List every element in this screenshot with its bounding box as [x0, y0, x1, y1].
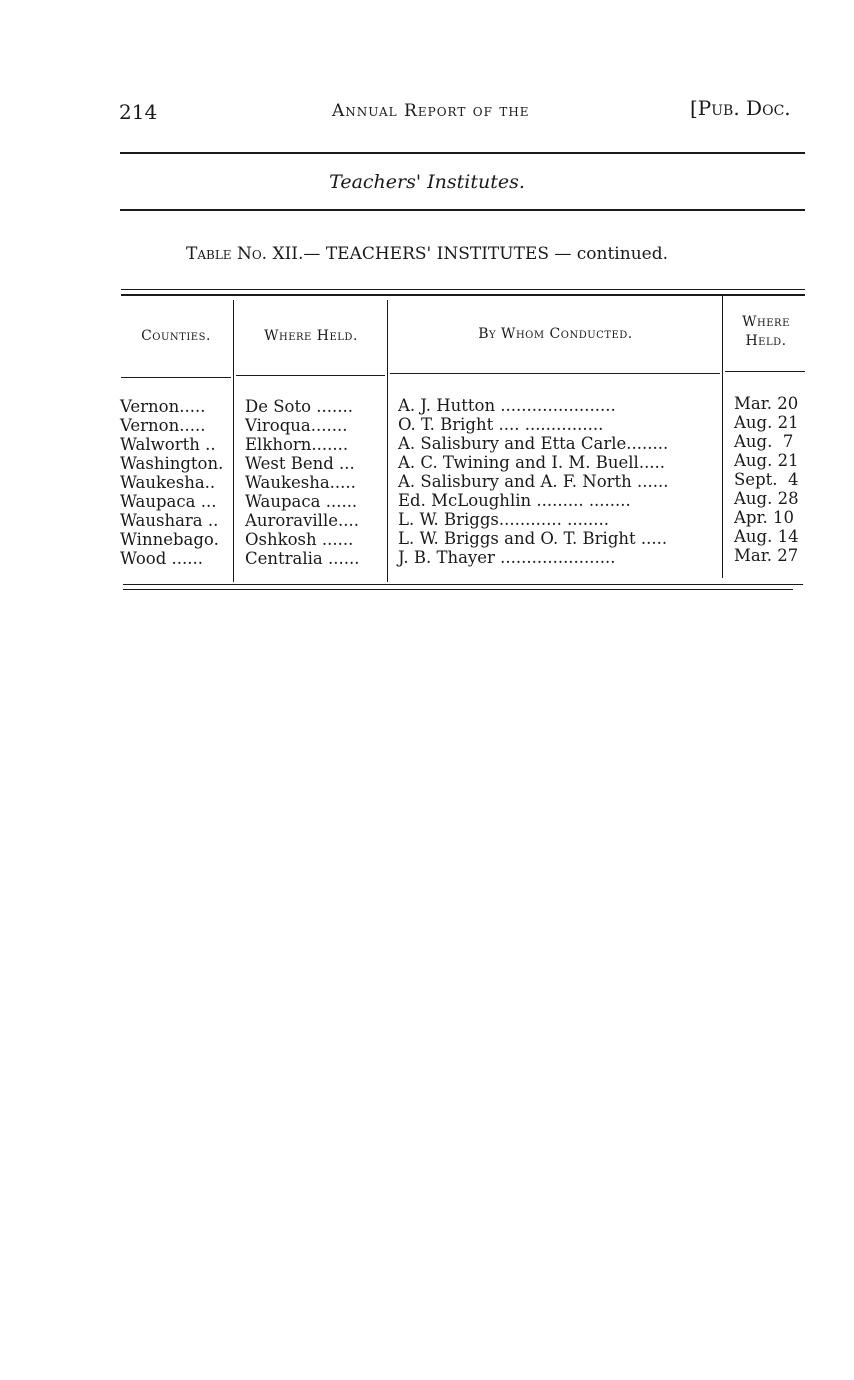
- header-underline-date: [725, 371, 805, 372]
- header-underline-where-held: [236, 375, 385, 376]
- table-row-5-place: Waukesha.....: [245, 473, 356, 492]
- table-row-1-date: Mar. 20: [734, 394, 799, 413]
- table-row-3-date: Aug. 7: [734, 432, 794, 451]
- column-divider-2: [387, 300, 388, 582]
- table-row-3-conductor: A. Salisbury and Etta Carle........: [398, 434, 669, 453]
- table-row-2-conductor: O. T. Bright .... ...............: [398, 415, 604, 434]
- table-row-7-county: Waushara ..: [120, 511, 219, 530]
- table-rule-top-2: [121, 294, 805, 296]
- table-row-7-place: Auroraville....: [245, 511, 359, 530]
- table-row-1-place: De Soto .......: [245, 397, 353, 416]
- table-rule-bottom-1: [123, 584, 803, 585]
- header-date-line1: Where: [742, 314, 790, 330]
- table-title-main: — TEACHERS' INSTITUTES — continued.: [303, 244, 668, 264]
- table-row-6-place: Waupaca ......: [245, 492, 358, 511]
- header-date-line2: Held.: [745, 333, 787, 349]
- table-row-6-conductor: Ed. McLoughlin ......... ........: [398, 491, 631, 510]
- table-row-2-county: Vernon.....: [120, 416, 206, 435]
- header-rule-bottom: [120, 209, 805, 211]
- table-row-1-county: Vernon.....: [120, 397, 206, 416]
- table-row-1-conductor: A. J. Hutton ......................: [398, 396, 616, 415]
- table-row-2-place: Viroqua.......: [245, 416, 348, 435]
- table-row-7-date: Apr. 10: [734, 508, 795, 527]
- running-title: Annual Report of the: [332, 101, 530, 121]
- table-row-6-date: Aug. 28: [734, 489, 799, 508]
- section-title: Teachers' Institutes.: [329, 171, 525, 193]
- table-title-prefix: Table No. XII.: [186, 244, 304, 264]
- table-row-9-county: Wood ......: [120, 549, 203, 568]
- table-rule-top-1: [121, 289, 805, 290]
- column-divider-3: [722, 296, 723, 578]
- header-underline-counties: [121, 377, 231, 378]
- document-reference: [Pub. Doc.: [690, 96, 791, 120]
- header-where-held: Where Held.: [264, 328, 358, 344]
- header-by-whom-conducted: By Whom Conducted.: [478, 326, 633, 342]
- table-row-4-county: Washington.: [120, 454, 224, 473]
- table-title: [0, 244, 854, 264]
- table-row-8-conductor: L. W. Briggs and O. T. Bright .....: [398, 529, 668, 548]
- table-row-9-place: Centralia ......: [245, 549, 360, 568]
- table-row-5-county: Waukesha..: [120, 473, 216, 492]
- table-row-4-date: Aug. 21: [734, 451, 799, 470]
- table-row-3-county: Walworth ..: [120, 435, 216, 454]
- table-row-3-place: Elkhorn.......: [245, 435, 349, 454]
- table-row-5-date: Sept. 4: [734, 470, 799, 489]
- header-rule-top: [120, 152, 805, 154]
- header-counties: Counties.: [141, 328, 211, 344]
- table-row-9-date: Mar. 27: [734, 546, 799, 565]
- table-rule-bottom-2: [123, 589, 793, 590]
- table-row-2-date: Aug. 21: [734, 413, 799, 432]
- table-row-6-county: Waupaca ...: [120, 492, 217, 511]
- table-row-8-date: Aug. 14: [734, 527, 799, 546]
- table-row-9-conductor: J. B. Thayer ......................: [398, 548, 616, 567]
- table-row-5-conductor: A. Salisbury and A. F. North ......: [398, 472, 669, 491]
- header-underline-by-whom: [390, 373, 720, 374]
- column-divider-1: [233, 300, 234, 582]
- table-row-4-conductor: A. C. Twining and I. M. Buell.....: [398, 453, 666, 472]
- table-row-7-conductor: L. W. Briggs............ ........: [398, 510, 610, 529]
- table-row-8-place: Oshkosh ......: [245, 530, 354, 549]
- table-row-4-place: West Bend ...: [245, 454, 355, 473]
- page-number: 214: [119, 100, 158, 124]
- table-row-8-county: Winnebago.: [120, 530, 219, 549]
